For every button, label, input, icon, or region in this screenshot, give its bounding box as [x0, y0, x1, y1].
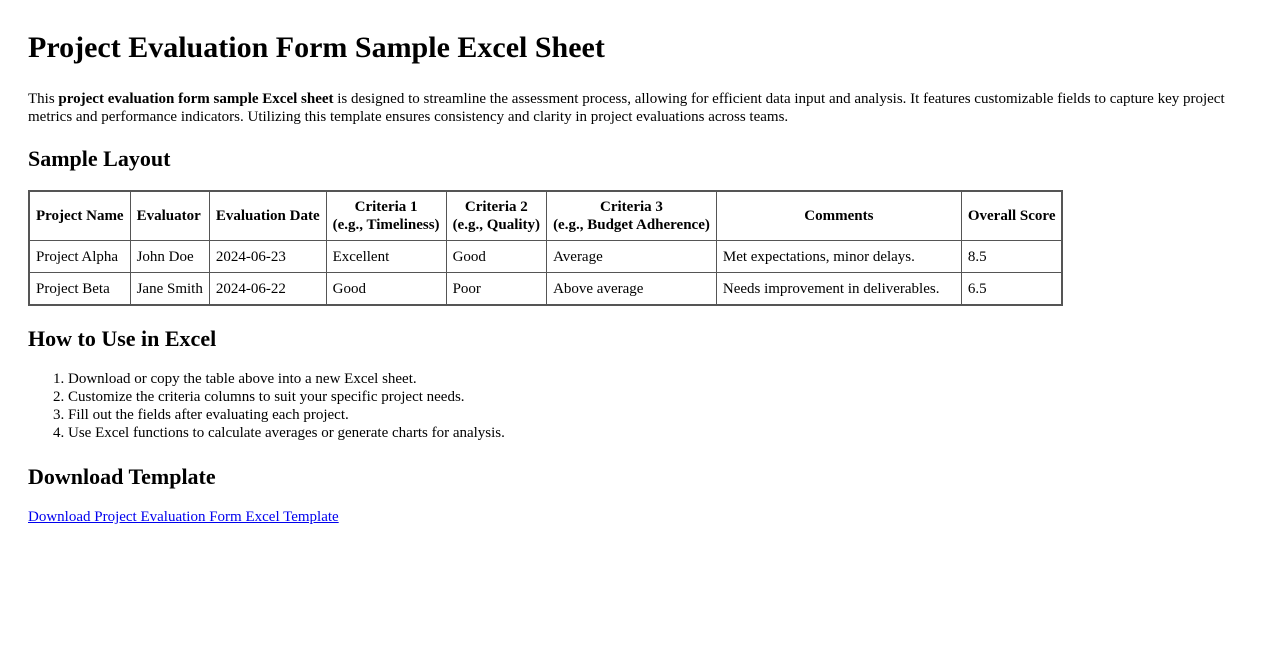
cell-evaluator: Jane Smith [130, 273, 209, 306]
list-item: 3. Fill out the fields after evaluating each project. [68, 406, 1250, 424]
cell-criteria-2: Poor [446, 273, 547, 306]
cell-project-name: Project Alpha [29, 241, 130, 273]
intro-prefix: This [28, 91, 59, 107]
cell-evaluator: John Doe [130, 241, 209, 273]
cell-criteria-1: Excellent [326, 241, 446, 273]
list-item: 2. Customize the criteria columns to suit your specific project needs. [68, 388, 1250, 406]
header-criteria-3: Criteria 3 (e.g., Budget Adherence) [547, 191, 717, 241]
cell-evaluation-date: 2024-06-22 [209, 273, 326, 306]
header-project-name: Project Name [29, 191, 130, 241]
evaluation-table [28, 190, 1063, 306]
cell-project-name: Project Beta [29, 273, 130, 306]
page-title: Project Evaluation Form Sample Excel Sheet [28, 31, 605, 64]
intro-bold: project evaluation form sample Excel sheet [58, 91, 334, 107]
header-evaluator: Evaluator [130, 191, 209, 241]
header-criteria-2: Criteria 2 (e.g., Quality) [446, 191, 547, 241]
table-row [29, 241, 1062, 273]
cell-criteria-3: Above average [547, 273, 717, 306]
header-criteria-1: Criteria 1 (e.g., Timeliness) [326, 191, 446, 241]
list-item: 1. Download or copy the table above into a new Excel sheet. [68, 370, 1250, 388]
header-comments: Comments [716, 191, 961, 241]
intro-paragraph [28, 90, 1250, 126]
how-to-steps [28, 370, 1250, 442]
cell-criteria-1: Good [326, 273, 446, 306]
cell-comments: Met expectations, minor delays. [716, 241, 961, 273]
table-header-row [29, 191, 1062, 241]
sample-layout-heading: Sample Layout [28, 146, 171, 171]
download-template-link[interactable]: Download Project Evaluation Form Excel Template [28, 509, 339, 525]
download-paragraph [28, 508, 1250, 526]
header-overall-score: Overall Score [961, 191, 1062, 241]
cell-overall-score: 6.5 [961, 273, 1062, 306]
header-evaluation-date: Evaluation Date [209, 191, 326, 241]
cell-criteria-2: Good [446, 241, 547, 273]
cell-overall-score: 8.5 [961, 241, 1062, 273]
cell-evaluation-date: 2024-06-23 [209, 241, 326, 273]
list-item: 4. Use Excel functions to calculate averages or generate charts for analysis. [68, 424, 1250, 442]
cell-comments: Needs improvement in deliverables. [716, 273, 961, 306]
how-to-heading: How to Use in Excel [28, 326, 217, 351]
cell-criteria-3: Average [547, 241, 717, 273]
download-heading: Download Template [28, 464, 216, 489]
intro-suffix: is designed to streamline the assessment process, allowing for efficient data input and analysis. It features customizable fields to capture key project metrics and performance indicators. Utilizing this template ensures consistency and clarity in project evaluations across teams. [28, 91, 1225, 125]
table-row [29, 273, 1062, 306]
